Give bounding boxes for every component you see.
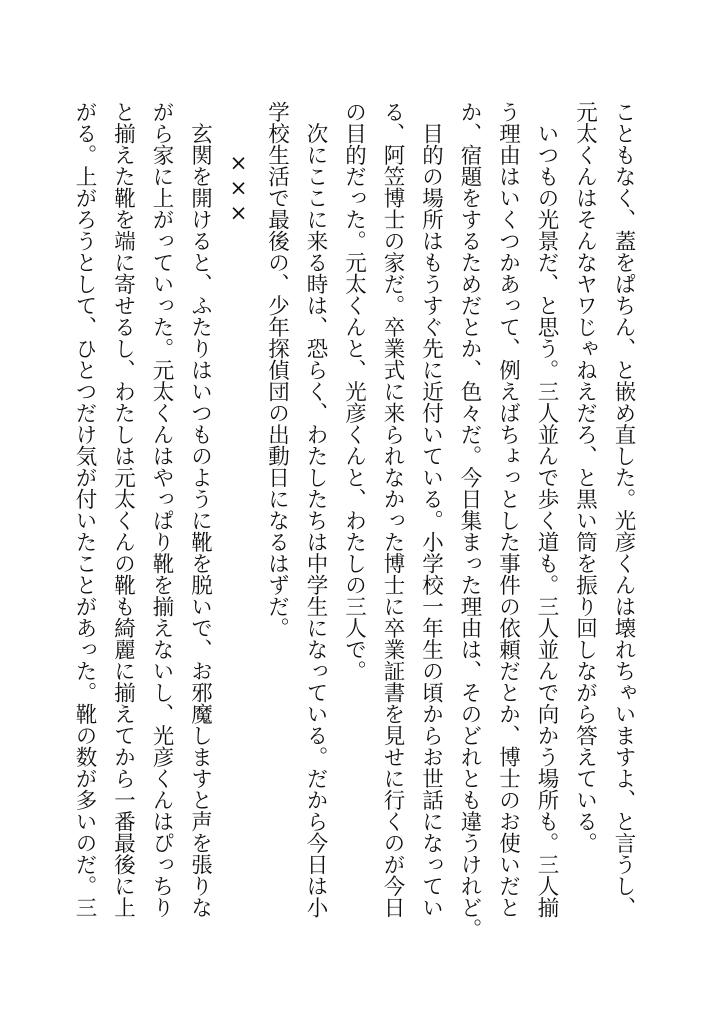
vertical-text-body: [65, 101, 643, 951]
text-line: う理由はいくつかあって、例えばちょっとした事件の依頼だとか、博士のお使いだと: [495, 101, 521, 918]
text-line: か、宿題をするためだとか、色々だ。今日集まった理由は、そのどれとも違うけれど。: [457, 101, 482, 940]
text-line: 目的の場所はもうすぐ先に近付いている。小学校一年生の頃からお世話になってい: [418, 101, 444, 918]
text-line: る、阿笠博士の家だ。卒業式に来られなかった博士に卒業証書を見せに行くのが今日: [380, 101, 405, 918]
text-line: がら家に上がっていった。元太くんはやっぱり靴を揃えないし、光彦くんはぴっちり: [149, 101, 174, 918]
text-line: 次にここに来る時は、恐らく、わたしたちは中学生になっている。だから今日は小: [303, 101, 328, 918]
text-line: 玄関を開けると、ふたりはいつものように靴を脱いで、お邪魔しますと声を張りな: [187, 101, 213, 918]
text-line: いつもの光景だ、と思う。三人並んで歩く道も。三人並んで向かう場所も。三人揃: [534, 101, 559, 918]
text-line: がる。上がろうとして、ひとつだけ気が付いたことがあった。靴の数が多いのだ。三: [72, 101, 97, 918]
text-line: の目的だった。元太くんと、光彦くんと、わたしの三人で。: [341, 101, 367, 682]
text-line: こともなく、蓋をぱちん、と嵌め直した。光彦くんは壊れちゃいますよ、と言うし、: [611, 101, 636, 918]
text-line: と揃えた靴を端に寄せるし、わたしは元太くんの靴も綺麗に揃えてから一番最後に上: [110, 101, 136, 918]
text-line: 学校生活で最後の、少年探偵団の出動日になるはずだ。: [264, 101, 290, 639]
text-line: 元太くんはそんなヤワじゃねえだろ、と黒い筒を振り回しながら答えている。: [572, 101, 598, 854]
section-separator: ×××: [226, 151, 251, 226]
